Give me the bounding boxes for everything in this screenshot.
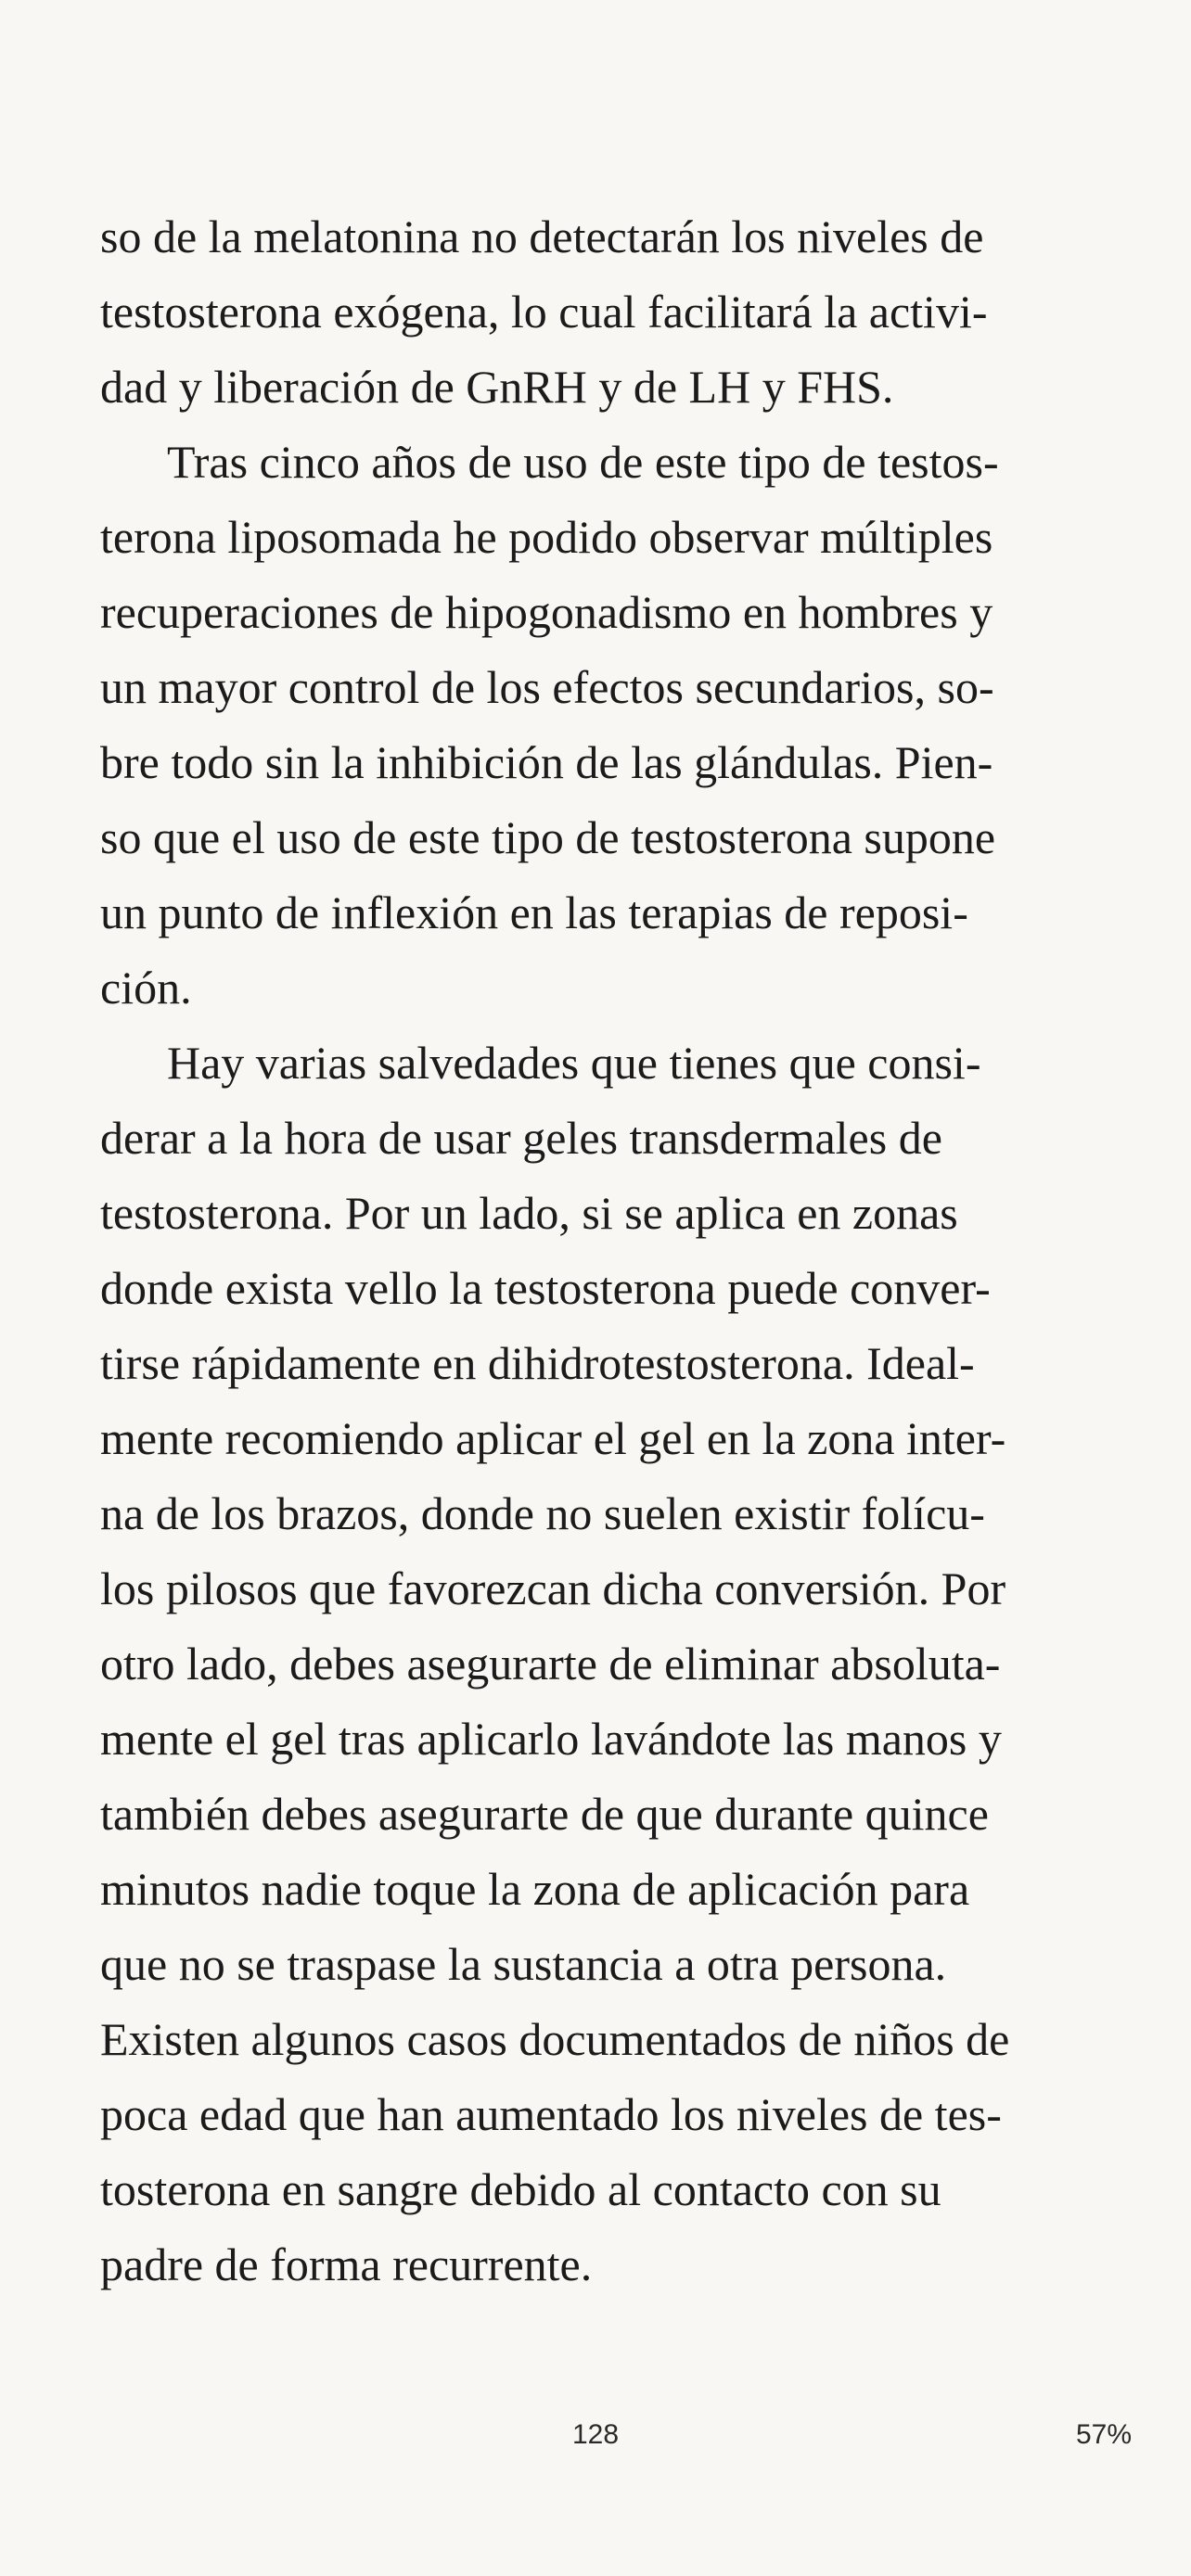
text-line: ción. [100, 962, 192, 1014]
text-line: también debes asegurarte de que durante quince [100, 1788, 989, 1840]
text-line: Hay varias salvedades que tienes que consi- [167, 1037, 981, 1089]
text-line: so que el uso de este tipo de testosterona supone [100, 811, 996, 863]
text-line: na de los brazos, donde no suelen existir folícu- [100, 1487, 985, 1539]
text-line: tirse rápidamente en dihidrotestosterona. Ideal- [100, 1337, 975, 1389]
text-line: donde exista vello la testosterona puede conver- [100, 1262, 991, 1314]
book-text [100, 199, 1102, 2302]
text-line: un mayor control de los efectos secundarios, so- [100, 661, 994, 713]
text-line: derar a la hora de usar geles transdermales de [100, 1112, 942, 1164]
reader-footer [0, 2407, 1191, 2463]
text-line: mente recomiendo aplicar el gel en la zona inter- [100, 1412, 1006, 1464]
text-line: tosterona en sangre debido al contacto con su [100, 2163, 941, 2215]
text-line: minutos nadie toque la zona de aplicación para [100, 1863, 970, 1915]
text-line: dad y liberación de GnRH y de LH y FHS. [100, 361, 894, 413]
text-line: otro lado, debes asegurarte de eliminar absoluta- [100, 1638, 1001, 1690]
text-line: un punto de inflexión en las terapias de reposi- [100, 886, 968, 938]
page-number: 128 [571, 2419, 620, 2450]
text-line: mente el gel tras aplicarlo lavándote las manos y [100, 1713, 1002, 1765]
text-line: testosterona exógena, lo cual facilitará la activi- [100, 286, 988, 338]
text-line: Tras cinco años de uso de este tipo de testos- [167, 436, 999, 488]
text-line: recuperaciones de hipogonadismo en hombres y [100, 586, 993, 638]
text-line: terona liposomada he podido observar múltiples [100, 511, 993, 563]
reading-progress: 57% [1075, 2419, 1132, 2450]
text-line: que no se traspase la sustancia a otra persona. [100, 1938, 947, 1990]
text-line: Existen algunos casos documentados de niños de [100, 2013, 1010, 2065]
text-line: padre de forma recurrente. [100, 2238, 593, 2290]
text-line: poca edad que han aumentado los niveles de tes- [100, 2088, 1002, 2140]
text-line: bre todo sin la inhibición de las glándulas. Pien- [100, 736, 993, 788]
text-line: testosterona. Por un lado, si se aplica en zonas [100, 1187, 958, 1239]
text-line: los pilosos que favorezcan dicha conversión. Por [100, 1562, 1006, 1614]
text-line: so de la melatonina no detectarán los niveles de [100, 210, 984, 262]
